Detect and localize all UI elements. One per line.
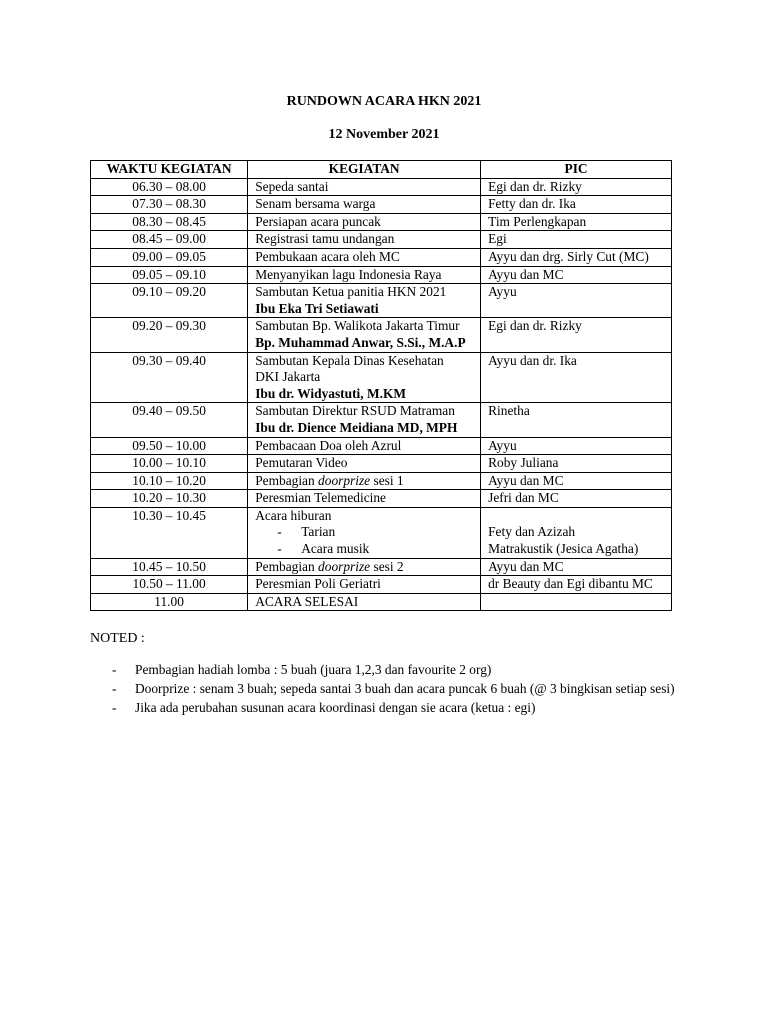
pic-line: Ayyu dan MC — [488, 266, 564, 282]
time-cell: 09.50 – 10.00 — [91, 437, 248, 455]
time-cell: 10.20 – 10.30 — [91, 490, 248, 508]
pic-line: Ayyu dan drg. Sirly Cut (MC) — [488, 248, 649, 264]
activity-sub-item — [255, 524, 473, 541]
sub-item-text: Acara musik — [301, 541, 370, 557]
time-cell: 10.30 – 10.45 — [91, 507, 248, 558]
activity-cell — [248, 352, 481, 403]
notes-list — [90, 660, 680, 717]
activity-cell — [248, 472, 481, 490]
table-row — [91, 231, 672, 249]
time-cell: 09.40 – 09.50 — [91, 403, 248, 437]
table-body — [91, 178, 672, 611]
time-cell: 07.30 – 08.30 — [91, 196, 248, 214]
dash-bullet: - — [277, 541, 282, 557]
pic-line: Ayyu dan MC — [488, 558, 564, 574]
time-cell: 09.05 – 09.10 — [91, 266, 248, 284]
dash-bullet: - — [112, 662, 117, 677]
pic-cell — [481, 248, 672, 266]
pic-line: Ayyu dan dr. Ika — [488, 352, 577, 368]
activity-line: ACARA SELESAI — [255, 593, 359, 609]
activity-cell — [248, 558, 481, 576]
pic-line: Egi — [488, 231, 507, 247]
pic-line: Egi dan dr. Rizky — [488, 318, 582, 334]
pic-cell — [481, 507, 672, 558]
activity-cell — [248, 318, 481, 352]
pic-cell — [481, 213, 672, 231]
activity-line: Sambutan Direktur RSUD Matraman — [255, 403, 455, 419]
activity-text: sesi 1 — [370, 472, 404, 488]
pic-cell — [481, 231, 672, 249]
dash-bullet: - — [277, 524, 282, 540]
pic-cell — [481, 437, 672, 455]
pic-cell — [481, 455, 672, 473]
note-item — [90, 679, 680, 698]
time-cell: 09.00 – 09.05 — [91, 248, 248, 266]
time-cell: 08.45 – 09.00 — [91, 231, 248, 249]
header-waktu: WAKTU KEGIATAN — [91, 161, 248, 179]
table-row — [91, 178, 672, 196]
activity-cell — [248, 507, 481, 558]
pic-cell — [481, 284, 672, 318]
activity-italic-text: doorprize — [318, 472, 371, 488]
noted-label: NOTED : — [90, 631, 145, 646]
activity-line: Peresmian Poli Geriatri — [255, 576, 381, 592]
table-row — [91, 318, 672, 352]
table-row — [91, 213, 672, 231]
header-kegiatan: KEGIATAN — [248, 161, 481, 179]
note-text: Pembagian hadiah lomba : 5 buah (juara 1,2,3 dan favourite 2 org) — [135, 662, 492, 677]
sub-item-text: Tarian — [301, 524, 336, 540]
speaker-name: Ibu Eka Tri Setiawati — [255, 300, 379, 316]
time-cell: 09.20 – 09.30 — [91, 318, 248, 352]
header-pic: PIC — [481, 161, 672, 179]
pic-cell — [481, 196, 672, 214]
table-header-row — [91, 161, 672, 179]
time-cell: 06.30 – 08.00 — [91, 178, 248, 196]
pic-line: Fety dan Azizah — [488, 524, 576, 540]
pic-cell — [481, 593, 672, 611]
activity-text: Pembagian — [255, 558, 319, 574]
pic-line: dr Beauty dan Egi dibantu MC — [488, 576, 653, 592]
dash-bullet: - — [112, 700, 117, 715]
activity-line: Pembacaan Doa oleh Azrul — [255, 437, 402, 453]
speaker-name: Bp. Muhammad Anwar, S.Si., M.A.P — [255, 334, 466, 350]
pic-cell — [481, 178, 672, 196]
pic-line: Fetty dan dr. Ika — [488, 196, 576, 212]
speaker-name: Ibu dr. Dience Meidiana MD, MPH — [255, 419, 458, 435]
table-row — [91, 455, 672, 473]
pic-line: Matrakustik (Jesica Agatha) — [488, 541, 639, 557]
pic-cell — [481, 490, 672, 508]
activity-cell — [248, 266, 481, 284]
pic-cell — [481, 318, 672, 352]
note-text: Jika ada perubahan susunan acara koordinasi dengan sie acara (ketua : egi) — [135, 700, 536, 715]
activity-sub-item — [255, 541, 473, 558]
activity-line: Peresmian Telemedicine — [255, 490, 387, 506]
activity-line — [255, 473, 473, 490]
pic-spacer — [488, 508, 664, 525]
activity-line: Senam bersama warga — [255, 196, 376, 212]
time-cell: 08.30 – 08.45 — [91, 213, 248, 231]
document-date: 12 November 2021 — [328, 127, 440, 142]
activity-line: Sambutan Ketua panitia HKN 2021 — [255, 284, 447, 300]
table-row — [91, 472, 672, 490]
activity-cell — [248, 231, 481, 249]
pic-cell — [481, 576, 672, 594]
table-row — [91, 576, 672, 594]
pic-cell — [481, 472, 672, 490]
pic-line: Jefri dan MC — [488, 490, 559, 506]
pic-line: Ayyu — [488, 284, 517, 300]
activity-line: Acara hiburan — [255, 507, 332, 523]
dash-bullet: - — [112, 681, 117, 696]
activity-line: Pembukaan acara oleh MC — [255, 248, 400, 264]
time-cell: 10.50 – 11.00 — [91, 576, 248, 594]
activity-text: Pembagian — [255, 472, 319, 488]
activity-cell — [248, 213, 481, 231]
table-row — [91, 490, 672, 508]
pic-line: Rinetha — [488, 403, 530, 419]
table-row — [91, 266, 672, 284]
activity-line — [255, 559, 473, 576]
table-row — [91, 196, 672, 214]
table-row — [91, 437, 672, 455]
activity-line: Sambutan Bp. Walikota Jakarta Timur — [255, 318, 460, 334]
pic-line: Egi dan dr. Rizky — [488, 178, 582, 194]
activity-cell — [248, 455, 481, 473]
note-text: Doorprize : senam 3 buah; sepeda santai 3 buah dan acara puncak 6 buah (@ 3 bingkisan setiap sesi) — [135, 681, 675, 696]
activity-cell — [248, 490, 481, 508]
activity-cell — [248, 576, 481, 594]
time-cell: 11.00 — [91, 593, 248, 611]
time-cell: 09.30 – 09.40 — [91, 352, 248, 403]
table-row — [91, 558, 672, 576]
activity-line: Pemutaran Video — [255, 455, 348, 471]
note-item — [90, 660, 680, 679]
activity-cell — [248, 593, 481, 611]
activity-cell — [248, 284, 481, 318]
table-row — [91, 352, 672, 403]
document-title: RUNDOWN ACARA HKN 2021 — [286, 94, 482, 109]
note-item — [90, 698, 680, 717]
activity-line: Menyanyikan lagu Indonesia Raya — [255, 266, 442, 282]
pic-line: Ayyu dan MC — [488, 472, 564, 488]
activity-cell — [248, 403, 481, 437]
activity-line: Sepeda santai — [255, 178, 329, 194]
activity-line: Persiapan acara puncak — [255, 213, 381, 229]
pic-cell — [481, 558, 672, 576]
activity-cell — [248, 196, 481, 214]
pic-line: Roby Juliana — [488, 455, 559, 471]
pic-line: Tim Perlengkapan — [488, 213, 587, 229]
pic-cell — [481, 266, 672, 284]
activity-cell — [248, 178, 481, 196]
activity-line: Sambutan Kepala Dinas Kesehatan — [255, 352, 444, 368]
speaker-name: Ibu dr. Widyastuti, M.KM — [255, 385, 406, 401]
activity-italic-text: doorprize — [318, 558, 371, 574]
time-cell: 09.10 – 09.20 — [91, 284, 248, 318]
pic-cell — [481, 403, 672, 437]
time-cell: 10.10 – 10.20 — [91, 472, 248, 490]
table-row — [91, 248, 672, 266]
table-row — [91, 507, 672, 558]
rundown-table — [90, 160, 672, 611]
table-row — [91, 403, 672, 437]
pic-line: Ayyu — [488, 437, 517, 453]
activity-cell — [248, 437, 481, 455]
table-row — [91, 284, 672, 318]
pic-cell — [481, 352, 672, 403]
activity-line: DKI Jakarta — [255, 369, 321, 385]
table-row — [91, 593, 672, 611]
activity-text: sesi 2 — [370, 558, 404, 574]
activity-line: Registrasi tamu undangan — [255, 231, 395, 247]
time-cell: 10.45 – 10.50 — [91, 558, 248, 576]
activity-cell — [248, 248, 481, 266]
time-cell: 10.00 – 10.10 — [91, 455, 248, 473]
